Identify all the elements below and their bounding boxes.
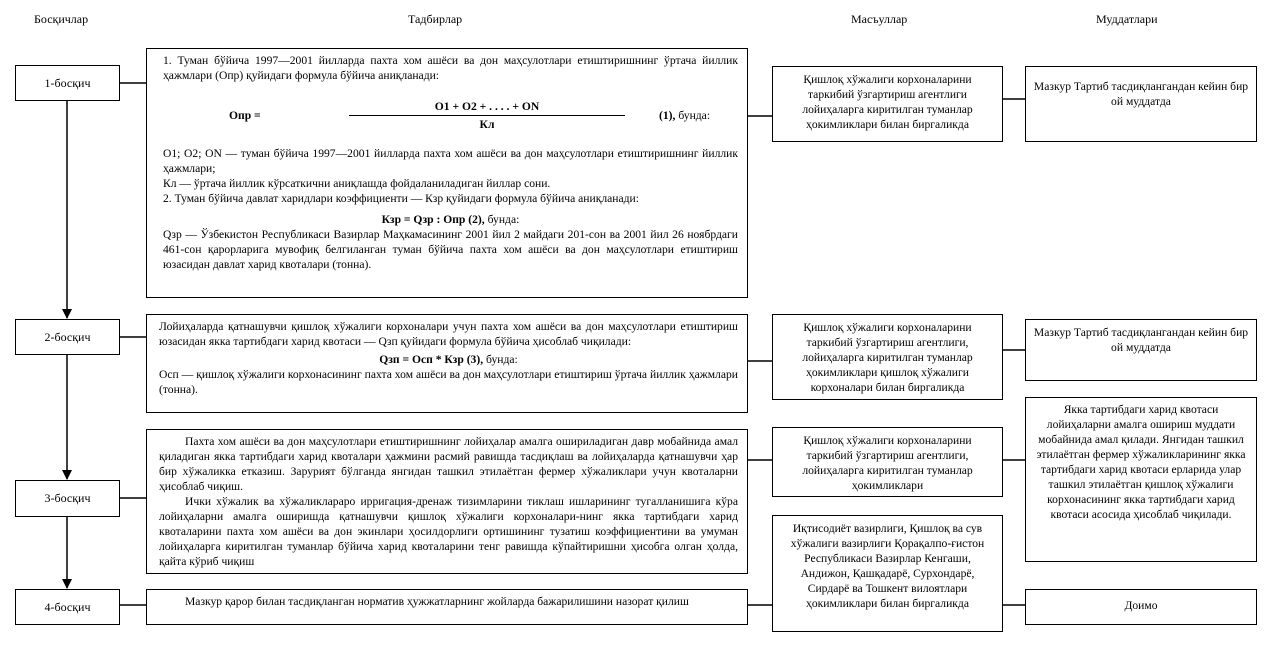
- measure-2-para-2: Осп — қишлоқ хўжалиги корхонасининг пахта хом ашёси ва дон маҳсулотлари етиштириш ўртача йиллик ҳажмлари (тонна).: [159, 368, 738, 396]
- stage-4-box: 4-босқич: [15, 589, 120, 625]
- formula-2-tail: бунда:: [487, 213, 520, 226]
- formula-1-number: (1),: [659, 109, 676, 122]
- deadline-3-box: Якка тартибдаги харид квотаси лойиҳаларни амалга ошириш муддати мобайнида амал қилади. Янгидан ташкил этилаётган фермер хўжаликларининг якка тартибдаги харид квотаси ерларида улар ташкил этилаётган қишлоқ хўжалиги корхонасининг якка тартибдаги харид квотаси асосида ҳисоблаб чиқилади.: [1025, 397, 1257, 562]
- deadline-1-box: Мазкур Тартиб тасдиқлангандан кейин бир ой муддатда: [1025, 66, 1257, 142]
- stage-1-box: 1-босқич: [15, 65, 120, 101]
- formula-3-tail: бунда:: [486, 353, 518, 366]
- formula-1-left: Опр =: [229, 109, 261, 122]
- formula-2: [163, 212, 738, 227]
- formula-1: [163, 99, 738, 132]
- stage-3-box: 3-босқич: [15, 480, 120, 517]
- header-deadlines: Муддатлари: [1096, 12, 1158, 26]
- measure-3-para-1: Пахта хом ашёси ва дон маҳсулотлари етиштиришнинг лойиҳалар амалга ошириладиган давр мобайнида амал қиладиган якка тартибдаги харид квоталари ҳажмини расмий равишда тасдиқлаш ва лойиҳаларда қатнашувчи ҳар бир хўжаликка етказиш. Зарурият бўлганда янгидан ташкил этилаётган фермер хўжаликлари учун квоталарни ҳисоблаб чиқиш.: [159, 435, 738, 493]
- measure-2-para-1: Лойиҳаларда қатнашувчи қишлоқ хўжалиги корхоналари учун пахта хом ашёси ва дон маҳсулотлари етиштириш юзасидан якка тартибдаги харид квотаси — Qзп қуйидаги формула бўйича ҳисоблаб чиқилади:: [159, 320, 738, 348]
- formula-3-expression: Qзп = Осп * Кзр (3),: [379, 353, 484, 366]
- measure-1-para-3: Кл — ўртача йиллик кўрсаткични аниқлашда фойдаланиладиган йиллар сони.: [163, 177, 551, 190]
- measure-1-para-4: 2. Туман бўйича давлат харидлари коэффициенти — Кзр қуйидаги формула бўйича аниқланади:: [163, 192, 639, 205]
- responsible-1-box: Қишлоқ хўжалиги корхоналарини таркибий ўзгартириш агентлиги лойиҳаларга киритилган туманлар ҳокимликлари билан биргаликда: [772, 66, 1003, 142]
- responsible-4-box: Иқтисодиёт вазирлиги, Қишлоқ ва сув хўжалиги вазирлиги Қорақалпо-ғистон Республикаси Вазирлар Кенгаши, Андижон, Қашқадарё, Сурхондарё, Сирдарё ва Тошкент вилоятлари ҳокимликлари билан биргаликда: [772, 515, 1003, 632]
- measure-1-box: [146, 48, 748, 298]
- responsible-3-box: Қишлоқ хўжалиги корхоналарини таркибий ўзгартириш агентлиги, лойиҳаларга киритилган туманлар ҳокимликлари: [772, 427, 1003, 497]
- measure-1-para-2: О1; О2; ОN — туман бўйича 1997—2001 йилларда пахта хом ашёси ва дон маҳсулотлари етиштиришнинг йиллик ҳажмлари;: [163, 147, 738, 175]
- deadline-4-box: Доимо: [1025, 589, 1257, 625]
- measure-4-para-1: Мазкур қарор билан тасдиқланган норматив ҳужжатларнинг жойларда бажарилишини назорат қилиш: [185, 595, 689, 608]
- measure-1-para-1: 1. Туман бўйича 1997—2001 йилларда пахта хом ашёси ва дон маҳсулотлари етиштиришнинг ўртача йиллик ҳажмлари (Опр) қуйидаги формула бўйича аниқланади:: [163, 54, 738, 82]
- measure-4-box: [146, 589, 748, 625]
- responsible-2-box: Қишлоқ хўжалиги корхоналарини таркибий ўзгартириш агентлиги, лойиҳаларга киритилган туманлар ҳокимликлари қишлоқ хўжалиги корхоналари билан биргаликда: [772, 314, 1003, 400]
- formula-1-tail: бунда:: [678, 109, 711, 122]
- formula-3: [159, 352, 738, 367]
- formula-2-expression: Кзр = Qзр : Опр (2),: [381, 213, 485, 226]
- measure-2-box: [146, 314, 748, 413]
- formula-1-fraction: [349, 99, 625, 132]
- formula-1-numerator: О1 + О2 + . . . . + ОN: [349, 99, 625, 116]
- measure-3-para-2: Ички хўжалик ва хўжаликлараро ирригация-дренаж тизимларини тиклаш ишларининг тугалланишига кўра лойиҳаларни амалга оширишда қатнашувчи қишлоқ хўжалиги корхоналари-нинг якка тартибдаги харид квоталарини пахта хом ашёси ва дон экинлари ҳосилдорлиги ортишининг тузатиш коэффициентини ва умуман лойиҳаларга киритилган туманлар бўйича харид квоталарини тенг равишда кўпайтиришни ҳисобга олган ҳолда, қайта кўриб чиқиш: [159, 495, 738, 568]
- measure-1-para-5: Qзр — Ўзбекистон Республикаси Вазирлар Маҳкамасининг 2001 йил 2 майдаги 201-сон ва 2001 йил 26 ноябрдаги 461-сон қарорларига мувофиқ белгиланган туман бўйича пахта хом ашёси ва дон маҳсулотлари етиштириш юзасидан давлат харид квоталари (тонна).: [163, 228, 738, 271]
- deadline-2-box: Мазкур Тартиб тасдиқлангандан кейин бир ой муддатда: [1025, 319, 1257, 381]
- header-responsible: Масъуллар: [851, 12, 908, 26]
- stage-2-box: 2-босқич: [15, 319, 120, 355]
- formula-1-denominator: Кл: [479, 118, 495, 131]
- header-measures: Тадбирлар: [408, 12, 463, 26]
- header-stages: Босқичлар: [34, 12, 89, 26]
- formula-1-right: [625, 108, 710, 123]
- measure-3-box: [146, 429, 748, 574]
